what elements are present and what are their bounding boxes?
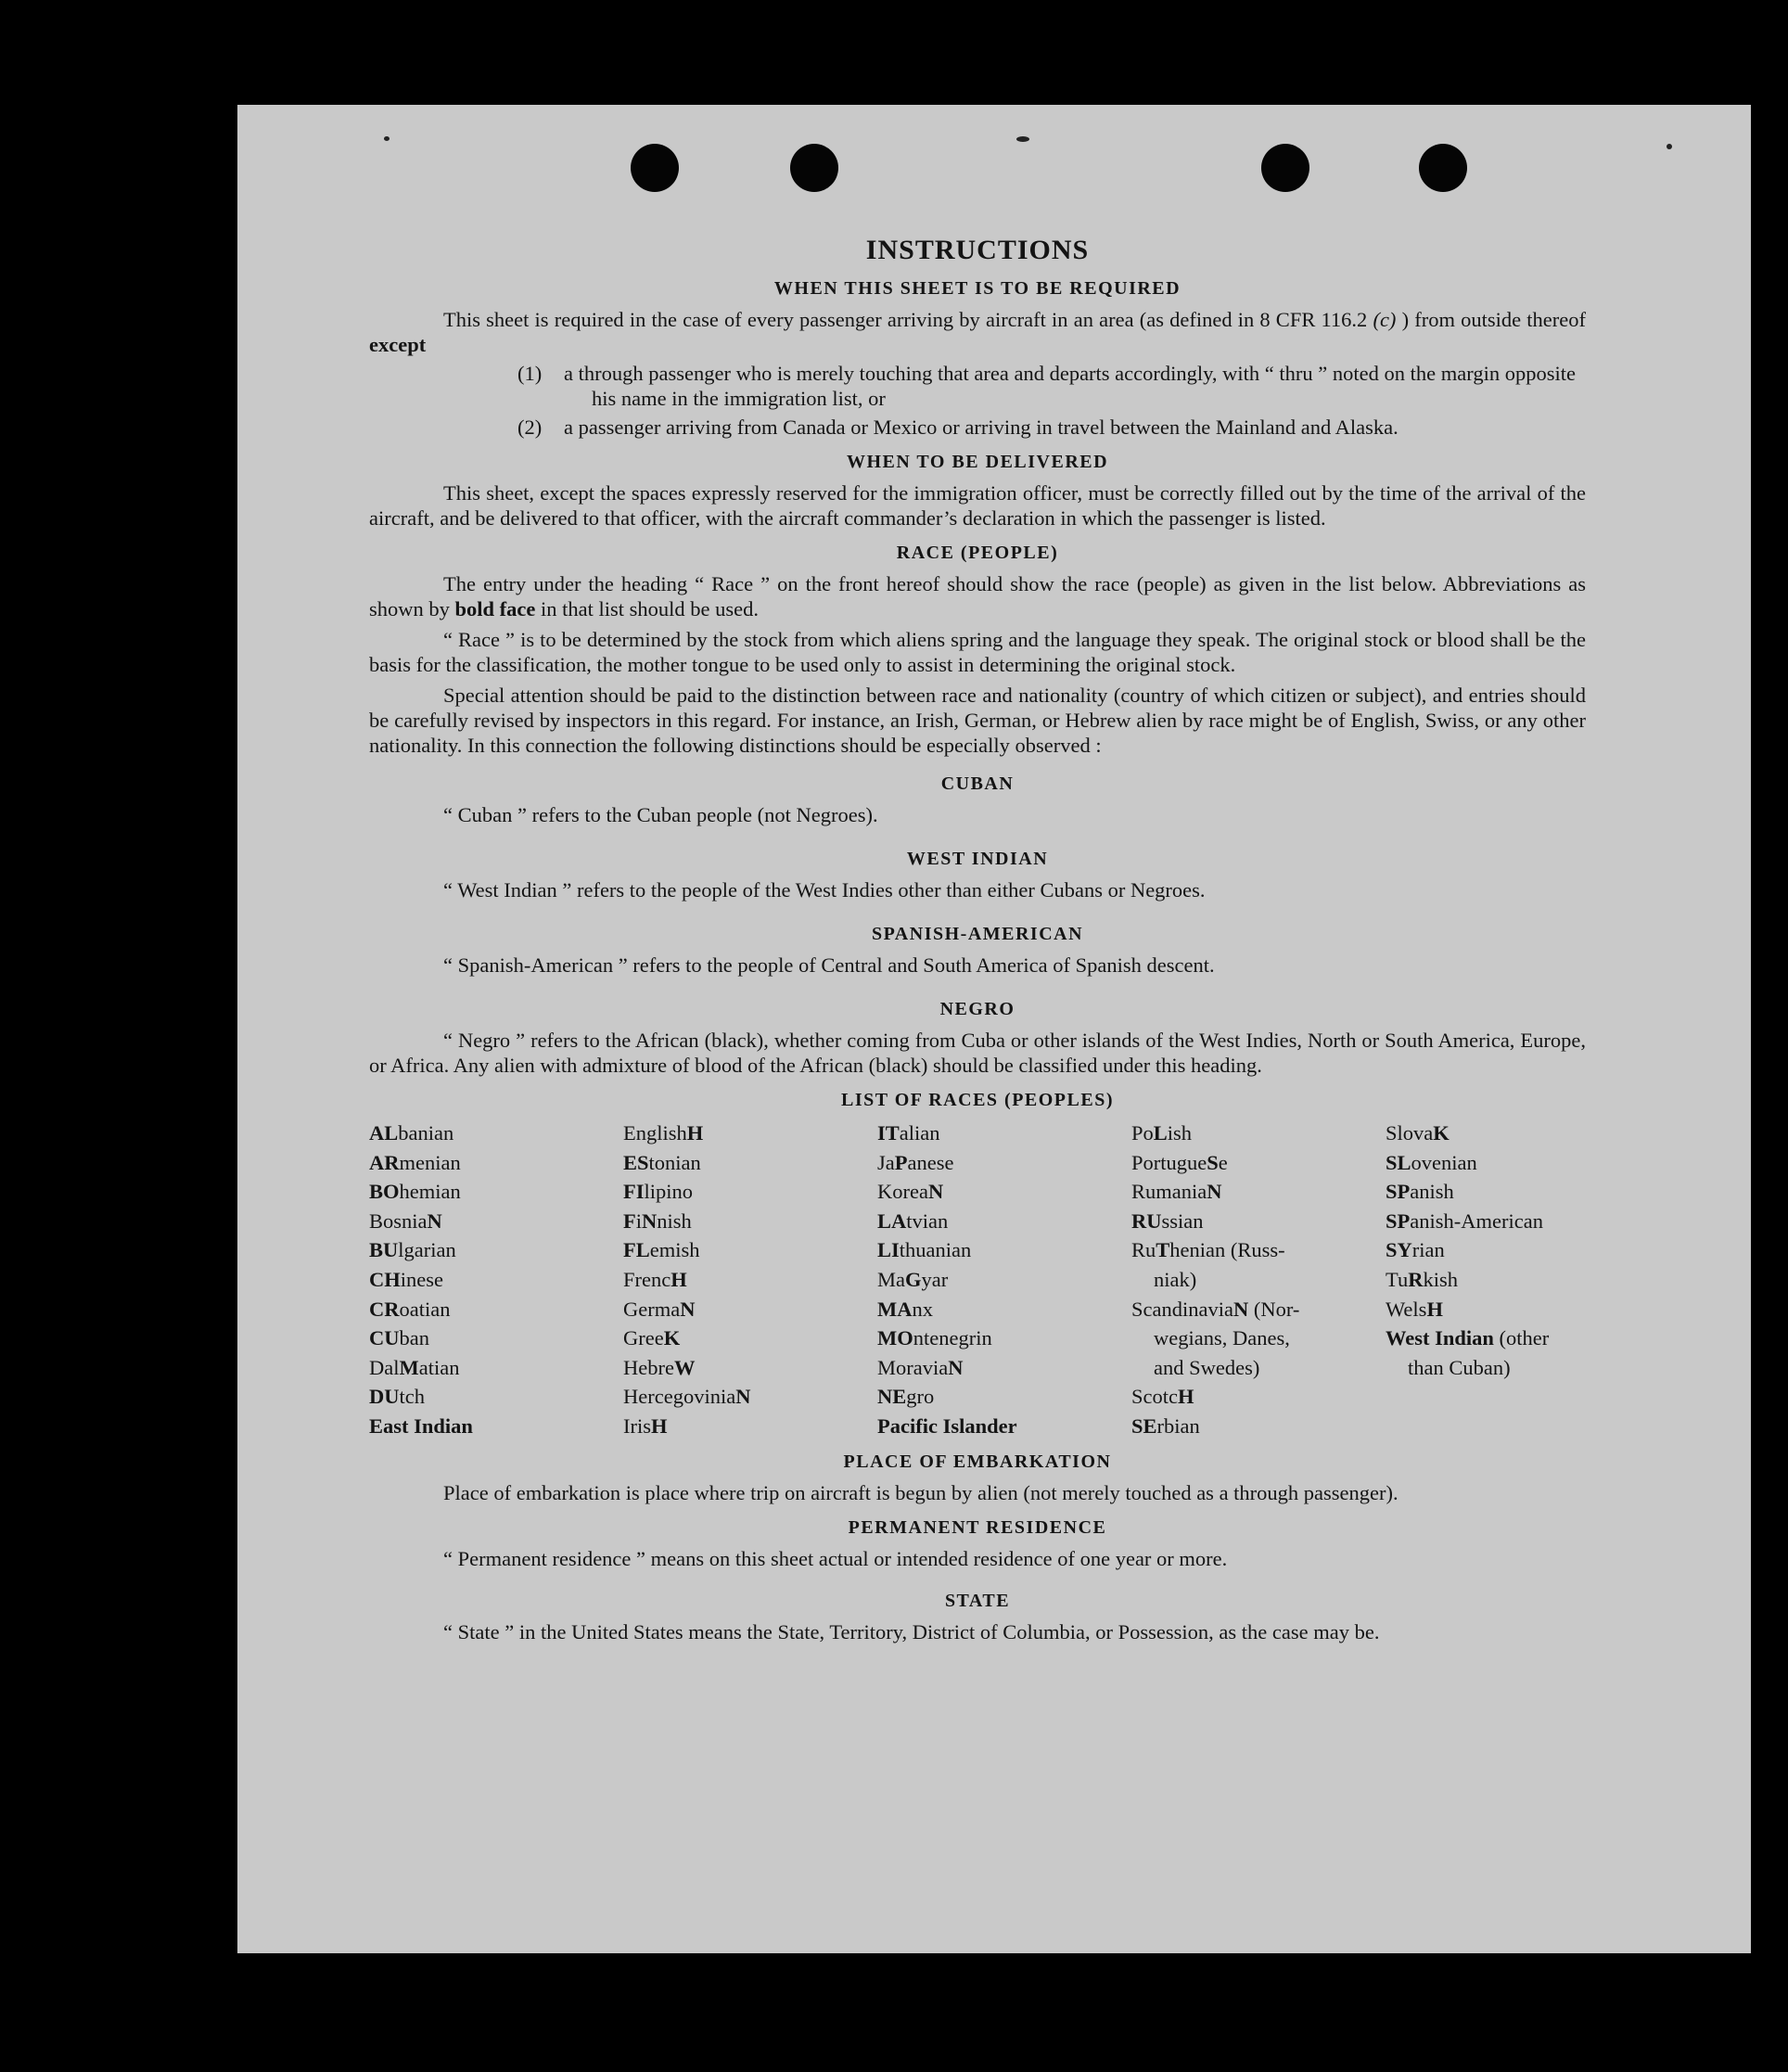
- race-entry: MOntenegrin: [877, 1326, 992, 1350]
- heading-cuban: CUBAN: [940, 774, 1015, 794]
- race-entry: FIlipino: [623, 1180, 694, 1204]
- race-entry: ITalian: [877, 1121, 940, 1145]
- negro-text: “ Negro ” refers to the African (black), whether coming from Cuba or other islands of the West Indies, North or South America, Europe, or Africa. Any alien with admixture of blood of the African (black) should be classified under this heading.: [369, 1029, 1586, 1077]
- race-entry: PoLish: [1131, 1121, 1193, 1145]
- race-paragraph-1: The entry under the heading “ Race ” on the front hereof should show the race (people) as given in the list below. Abbreviations as shown by bold face in that list should be used.: [369, 572, 1586, 620]
- heading-place-of-embarkation: PLACE OF EMBARKATION: [843, 1451, 1112, 1472]
- race-entry: NEgro: [877, 1385, 935, 1409]
- race-entry: LIthuanian: [877, 1238, 972, 1262]
- race-entry: ScandinaviaN (Nor-: [1131, 1297, 1300, 1321]
- race-entry: JaPanese: [877, 1150, 954, 1174]
- race-column: [623, 1119, 877, 1441]
- heading-spanish-american: SPANISH-AMERICAN: [871, 924, 1084, 944]
- race-entry: EnglishH: [623, 1121, 704, 1145]
- race-entry: EStonian: [623, 1150, 701, 1174]
- race-entry: DalMatian: [369, 1355, 460, 1379]
- required-intro: This sheet is required in the case of every passenger arriving by aircraft in an area (as defined in 8 CFR 116.2 (c) ) from outside thereof except: [369, 308, 1587, 356]
- race-column: [1131, 1119, 1386, 1441]
- speck: [1667, 144, 1672, 149]
- race-entry: BOhemian: [369, 1180, 461, 1204]
- exception-item-1: (1) a through passenger who is merely touching that area and departs accordingly, with “ thru ” noted on the margin opposite his name in the immigration list, or: [517, 362, 1576, 410]
- race-entry: TuRkish: [1386, 1267, 1458, 1291]
- race-entry: RUssian: [1131, 1209, 1204, 1233]
- race-entry: MoraviaN: [877, 1355, 964, 1379]
- race-entry: and Swedes): [1154, 1355, 1260, 1379]
- race-entry: CHinese: [369, 1267, 443, 1291]
- race-entry: RumaniaN: [1131, 1180, 1222, 1204]
- race-entry: SlovaK: [1386, 1121, 1450, 1145]
- race-entry: BosniaN: [369, 1209, 442, 1233]
- page-title: INSTRUCTIONS: [865, 235, 1090, 265]
- embarkation-text: Place of embarkation is place where trip on aircraft is begun by alien (not merely touched as a through passenger).: [443, 1480, 1398, 1504]
- race-entry: IrisH: [623, 1413, 668, 1438]
- race-entry: GreeK: [623, 1326, 681, 1350]
- race-entry: KoreaN: [877, 1180, 944, 1204]
- race-entry: ARmenian: [369, 1150, 461, 1174]
- punch-hole: [1419, 144, 1467, 192]
- race-entry: LAtvian: [877, 1209, 949, 1233]
- race-entry: MAnx: [877, 1297, 933, 1321]
- race-entry: HebreW: [623, 1355, 696, 1379]
- state-text: “ State ” in the United States means the State, Territory, District of Columbia, or Possession, as the case may be.: [443, 1619, 1380, 1644]
- race-entry: RuThenian (Russ-: [1131, 1238, 1285, 1262]
- instructions-content: [369, 235, 1586, 1644]
- delivered-text: This sheet, except the spaces expressly reserved for the immigration officer, must be correctly filled out by the time of the arrival of the aircraft, and be delivered to that officer, with the aircraft commander’s declaration in which the passenger is listed.: [369, 481, 1586, 530]
- race-entry: West Indian (other: [1386, 1326, 1550, 1350]
- race-entry: FrencH: [623, 1267, 687, 1291]
- race-paragraph-2: “ Race ” is to be determined by the stock from which aliens spring and the language they speak. The original stock or blood shall be the basis for the classification, the mother tongue to be used only to assist in determining the original stock.: [369, 628, 1586, 676]
- race-entry: WelsH: [1386, 1297, 1443, 1321]
- race-entry: MaGyar: [877, 1267, 949, 1291]
- race-entry: CRoatian: [369, 1297, 451, 1321]
- race-entry: SPanish: [1386, 1180, 1454, 1204]
- race-entry: ALbanian: [369, 1121, 454, 1145]
- race-entry: HercegoviniaN: [623, 1385, 751, 1409]
- race-entry: FiNnish: [623, 1209, 692, 1233]
- cuban-text: “ Cuban ” refers to the Cuban people (not Negroes).: [443, 803, 878, 826]
- race-entry: SLovenian: [1386, 1150, 1477, 1174]
- west-indian-text: “ West Indian ” refers to the people of the West Indies other than either Cubans or Negroes.: [443, 878, 1206, 902]
- speck: [384, 136, 390, 141]
- race-entry: SErbian: [1131, 1413, 1200, 1438]
- residence-text: “ Permanent residence ” means on this sheet actual or intended residence of one year or more.: [443, 1546, 1228, 1570]
- race-entry: East Indian: [369, 1413, 473, 1438]
- heading-race: RACE (PEOPLE): [896, 543, 1059, 563]
- punch-hole: [631, 144, 679, 192]
- races-list: [369, 1119, 1586, 1441]
- race-entry: than Cuban): [1408, 1355, 1511, 1379]
- heading-permanent-residence: PERMANENT RESIDENCE: [848, 1516, 1107, 1538]
- race-entry: Pacific Islander: [877, 1413, 1017, 1438]
- race-entry: wegians, Danes,: [1154, 1326, 1290, 1350]
- race-entry: ScotcH: [1131, 1385, 1194, 1409]
- race-entry: GermaN: [623, 1297, 696, 1321]
- race-entry: SYrian: [1386, 1238, 1445, 1262]
- heading-when-delivered: WHEN TO BE DELIVERED: [846, 452, 1109, 472]
- speck: [1016, 136, 1029, 142]
- race-entry: PortugueSe: [1131, 1150, 1228, 1174]
- spanish-american-text: “ Spanish-American ” refers to the people of Central and South America of Spanish descent.: [443, 953, 1215, 977]
- race-entry: CUban: [369, 1326, 429, 1350]
- race-entry: niak): [1154, 1267, 1197, 1291]
- race-column: [877, 1119, 1131, 1441]
- document-sheet: [237, 105, 1751, 1953]
- punch-hole: [1261, 144, 1309, 192]
- race-entry: BUlgarian: [369, 1238, 456, 1262]
- heading-when-required: WHEN THIS SHEET IS TO BE REQUIRED: [773, 278, 1181, 299]
- heading-list-of-races: LIST OF RACES (PEOPLES): [840, 1090, 1114, 1110]
- race-column: [1386, 1119, 1586, 1441]
- exception-item-2: (2) a passenger arriving from Canada or Mexico or arriving in travel between the Mainland and Alaska.: [517, 416, 1398, 439]
- race-column: [369, 1119, 623, 1441]
- race-entry: FLemish: [623, 1238, 700, 1262]
- heading-west-indian: WEST INDIAN: [906, 849, 1049, 869]
- race-entry: DUtch: [369, 1385, 425, 1409]
- race-paragraph-3: Special attention should be paid to the distinction between race and nationality (country of which citizen or subject), and entries should be carefully revised by inspectors in this regard. For instance, an Irish, German, or Hebrew alien by race might be of English, Swiss, or any other nationality. In this connection the following distinctions should be especially observed :: [369, 684, 1586, 757]
- heading-negro: NEGRO: [939, 999, 1015, 1019]
- race-entry: SPanish-American: [1386, 1209, 1543, 1233]
- heading-state: STATE: [944, 1590, 1011, 1611]
- punch-hole: [790, 144, 838, 192]
